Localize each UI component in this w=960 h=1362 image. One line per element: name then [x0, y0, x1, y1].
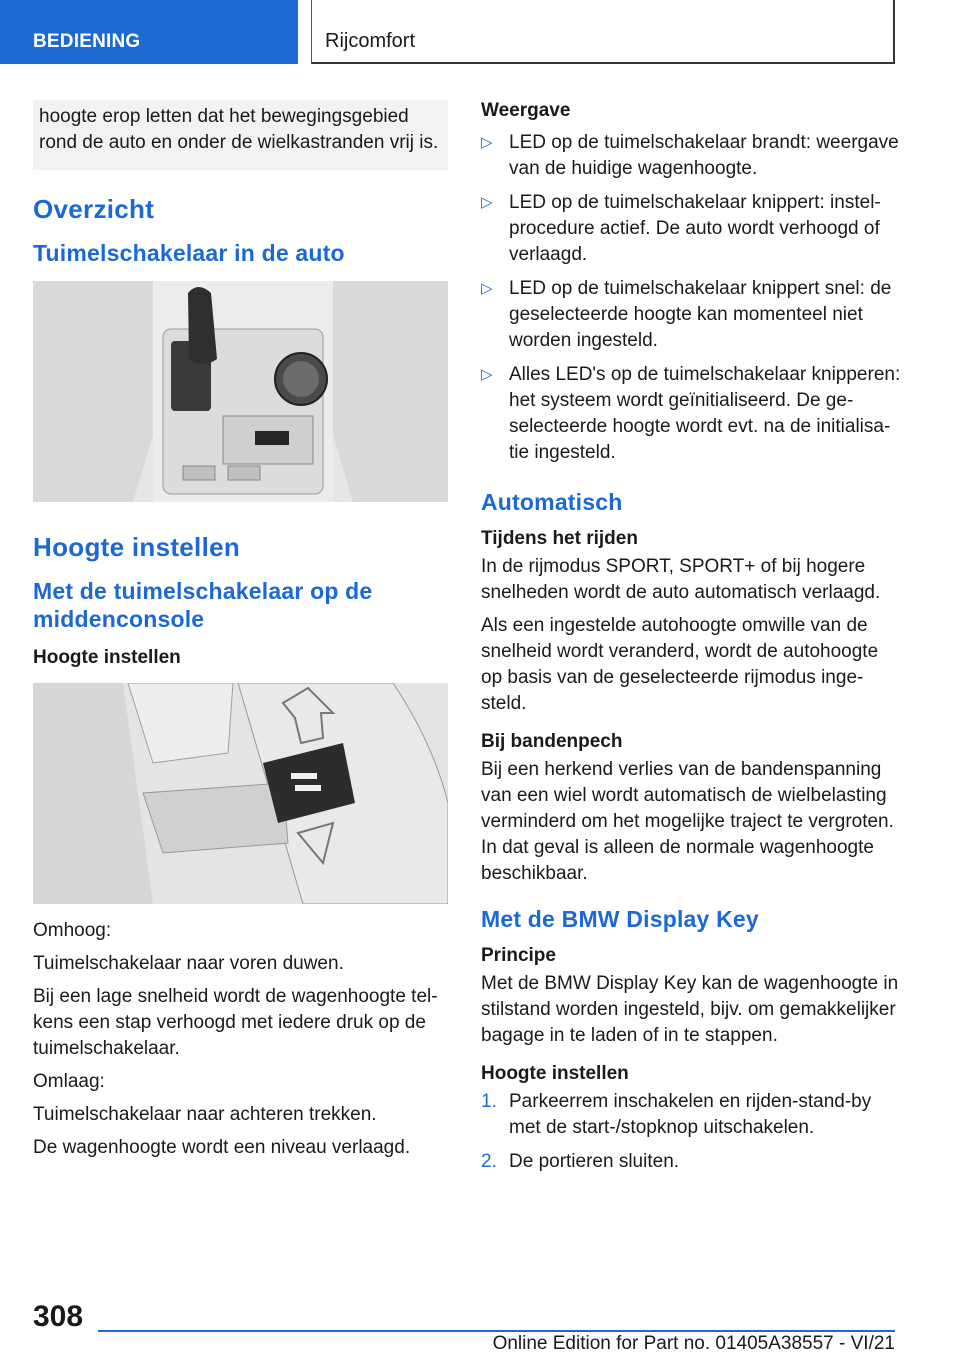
weergave-list	[481, 130, 901, 466]
step-item	[481, 1089, 901, 1141]
step-item	[481, 1149, 901, 1175]
edition-text: Online Edition for Part no. 01405A38557 - VI/21	[492, 1333, 895, 1354]
triangle-bullet-icon: ▷	[481, 194, 493, 211]
list-item	[481, 362, 901, 466]
list-item	[481, 190, 901, 268]
center-console-illustration	[33, 281, 448, 502]
paragraph: Tuimelschakelaar naar achteren trekken.	[33, 1104, 377, 1125]
list-item-text: LED op de tuimelschakelaar knippert snel: de geselecteerde hoogte kan momenteel niet worden ingesteld.	[509, 278, 892, 351]
step-number: 2.	[481, 1151, 497, 1172]
list-item-text: LED op de tuimelschakelaar knippert: instelprocedure actief. De auto wordt verhoogd of verlaagd.	[509, 192, 881, 265]
paragraph: In de rijmodus SPORT, SPORT+ of bij hogere snelheden wordt de auto automatisch verlaagd.	[481, 556, 881, 603]
paragraph: De wagenhoogte wordt een niveau verlaagd.	[33, 1137, 411, 1158]
heading-hoogte-instellen: Hoogte instellen	[33, 532, 241, 562]
list-item	[481, 276, 901, 354]
subheading-hoogte-instellen-right: Hoogte instellen	[481, 1063, 629, 1084]
subheading-weergave: Weergave	[481, 100, 571, 121]
steps-list	[481, 1089, 901, 1175]
page-number: 308	[33, 1300, 84, 1333]
list-item-text: LED op de tuimelschakelaar brandt: weergave van de huidige wagenhoogte.	[509, 132, 899, 179]
step-text: Parkeerrem inschakelen en rijden-stand-by met de start-/stopknop uitschakelen.	[509, 1091, 872, 1138]
chapter-title: Rijcomfort	[311, 0, 895, 64]
paragraph: Bij een lage snelheid wordt de wagenhoogte telkens een stap verhoogd met iedere druk op de tuimelschakelaar.	[33, 986, 438, 1059]
triangle-bullet-icon: ▷	[481, 280, 493, 297]
step-number: 1.	[481, 1091, 497, 1112]
paragraph: Als een ingestelde autohoogte omwille van de snelheid wordt veranderd, wordt de autohoogte op basis van de geselecteerde rijmodus ingesteld.	[481, 615, 879, 714]
subheading-principe: Principe	[481, 945, 556, 966]
paragraph: Omlaag:	[33, 1071, 105, 1092]
paragraph: Bij een herkend verlies van de bandenspanning van een wiel wordt automatisch de wielbelasting verminderd om het mogelijke traject te vergroten. In dat geval is alleen de normale wagenhoogte beschikbaar.	[481, 759, 894, 884]
subheading-hoogte-instellen: Hoogte instellen	[33, 647, 181, 668]
right-column	[481, 100, 901, 1183]
center-console-photo	[33, 281, 448, 502]
step-text: De portieren sluiten.	[509, 1151, 680, 1172]
list-item-text: Alles LED's op de tuimelschakelaar knipperen: het systeem wordt geïnitialiseerd. De geselecteerde hoogte wordt evt. na de initialisatie ingesteld.	[509, 364, 901, 463]
section-tab: BEDIENING	[0, 0, 298, 64]
heading-met-tuimelschakelaar: Met de tuimelschakelaar op de middenconsole	[33, 578, 373, 632]
paragraph: Met de BMW Display Key kan de wagenhoogte in stilstand worden ingesteld, bijv. om gemakkelijker bagage in te laden of in te stappen.	[481, 973, 899, 1046]
list-item	[481, 130, 901, 182]
paragraph: Omhoog:	[33, 920, 112, 941]
heading-tuimelschakelaar: Tuimelschakelaar in de auto	[33, 240, 345, 266]
rocker-switch-photo	[33, 683, 448, 904]
heading-overzicht: Overzicht	[33, 194, 155, 224]
paragraph: Tuimelschakelaar naar voren duwen.	[33, 953, 344, 974]
heading-display-key: Met de BMW Display Key	[481, 906, 759, 932]
note-box: hoogte erop letten dat het bewegingsgebied rond de auto en onder de wielkastranden vrij is.	[33, 100, 448, 170]
left-column	[33, 100, 448, 1168]
subheading-tijdens-het-rijden: Tijdens het rijden	[481, 528, 638, 549]
rocker-switch-illustration	[33, 683, 448, 904]
subheading-bij-bandenpech: Bij bandenpech	[481, 731, 623, 752]
footer-divider	[98, 1330, 895, 1332]
triangle-bullet-icon: ▷	[481, 366, 493, 383]
heading-automatisch: Automatisch	[481, 489, 623, 515]
triangle-bullet-icon: ▷	[481, 134, 493, 151]
